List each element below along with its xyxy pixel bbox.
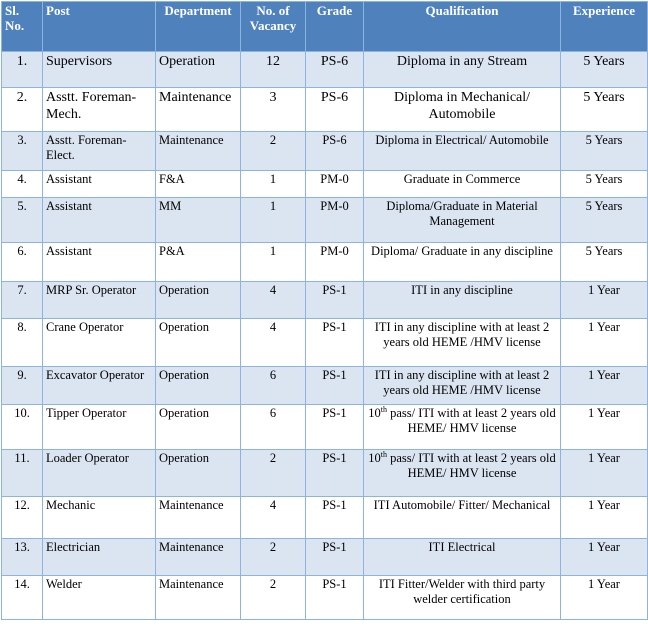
- cell-sl: 11.: [2, 450, 43, 497]
- cell-sl: 2.: [2, 88, 43, 132]
- cell-sl: 14.: [2, 576, 43, 620]
- table-row: [2, 319, 648, 367]
- cell-grade: PM-0: [306, 171, 364, 198]
- cell-qualification: Diploma/Graduate in Material Management: [364, 198, 561, 243]
- cell-department: P&A: [156, 243, 241, 282]
- cell-experience: 1 Year: [561, 539, 648, 576]
- cell-qualification: [364, 450, 561, 497]
- cell-vacancy: 2: [241, 132, 306, 171]
- cell-post: Tipper Operator: [43, 405, 156, 450]
- table-row: [2, 367, 648, 405]
- table-row: [2, 497, 648, 539]
- cell-sl: 6.: [2, 243, 43, 282]
- cell-post: Crane Operator: [43, 319, 156, 367]
- cell-department: Maintenance: [156, 497, 241, 539]
- qualification-superscript: th: [380, 449, 387, 459]
- cell-grade: PS-1: [306, 539, 364, 576]
- cell-experience: 1 Year: [561, 405, 648, 450]
- table-row: [2, 171, 648, 198]
- qualification-prefix: 10: [368, 451, 381, 465]
- cell-qualification: ITI Electrical: [364, 539, 561, 576]
- cell-grade: PM-0: [306, 198, 364, 243]
- cell-experience: 5 Years: [561, 243, 648, 282]
- cell-qualification: Graduate in Commerce: [364, 171, 561, 198]
- cell-grade: PM-0: [306, 243, 364, 282]
- cell-qualification: [364, 405, 561, 450]
- cell-experience: 1 Year: [561, 282, 648, 319]
- cell-grade: PS-6: [306, 132, 364, 171]
- table-row: [2, 282, 648, 319]
- cell-grade: PS-6: [306, 52, 364, 88]
- cell-experience: 5 Years: [561, 88, 648, 132]
- table-body: [2, 52, 648, 620]
- cell-grade: PS-1: [306, 319, 364, 367]
- cell-post: MRP Sr. Operator: [43, 282, 156, 319]
- cell-experience: 5 Years: [561, 132, 648, 171]
- header-grade: Grade: [306, 2, 364, 52]
- cell-experience: 1 Year: [561, 450, 648, 497]
- cell-vacancy: 1: [241, 198, 306, 243]
- cell-department: Operation: [156, 282, 241, 319]
- cell-department: Operation: [156, 405, 241, 450]
- qualification-superscript: th: [380, 404, 387, 414]
- table-row: [2, 243, 648, 282]
- cell-post: Assistant: [43, 243, 156, 282]
- cell-department: Maintenance: [156, 88, 241, 132]
- cell-department: Operation: [156, 367, 241, 405]
- qualification-prefix: 10: [368, 406, 381, 420]
- cell-post: Loader Operator: [43, 450, 156, 497]
- cell-grade: PS-1: [306, 367, 364, 405]
- cell-sl: 8.: [2, 319, 43, 367]
- cell-grade: PS-1: [306, 450, 364, 497]
- table-row: [2, 88, 648, 132]
- header-experience: Experience: [561, 2, 648, 52]
- cell-experience: 1 Year: [561, 576, 648, 620]
- cell-qualification: Diploma/ Graduate in any discipline: [364, 243, 561, 282]
- cell-department: Maintenance: [156, 132, 241, 171]
- header-qualification: Qualification: [364, 2, 561, 52]
- table-row: [2, 132, 648, 171]
- cell-qualification: ITI in any discipline: [364, 282, 561, 319]
- cell-vacancy: 6: [241, 367, 306, 405]
- header-vacancy: No. of Vacancy: [241, 2, 306, 52]
- header-department: Department: [156, 2, 241, 52]
- vacancy-table: [1, 1, 648, 620]
- header-sl: Sl. No.: [2, 2, 43, 52]
- cell-sl: 12.: [2, 497, 43, 539]
- cell-sl: 1.: [2, 52, 43, 88]
- cell-vacancy: 1: [241, 171, 306, 198]
- cell-post: Assistant: [43, 198, 156, 243]
- header-post: Post: [43, 2, 156, 52]
- cell-department: Operation: [156, 52, 241, 88]
- cell-post: Asstt. Foreman-Elect.: [43, 132, 156, 171]
- cell-vacancy: 4: [241, 282, 306, 319]
- cell-department: Maintenance: [156, 576, 241, 620]
- cell-sl: 5.: [2, 198, 43, 243]
- cell-experience: 5 Years: [561, 198, 648, 243]
- cell-post: Supervisors: [43, 52, 156, 88]
- cell-vacancy: 4: [241, 319, 306, 367]
- cell-experience: 1 Year: [561, 319, 648, 367]
- cell-sl: 4.: [2, 171, 43, 198]
- cell-post: Mechanic: [43, 497, 156, 539]
- cell-vacancy: 3: [241, 88, 306, 132]
- cell-experience: 5 Years: [561, 171, 648, 198]
- cell-grade: PS-6: [306, 88, 364, 132]
- table-row: [2, 539, 648, 576]
- cell-department: MM: [156, 198, 241, 243]
- cell-sl: 9.: [2, 367, 43, 405]
- qualification-text: pass/ ITI with at least 2 years old HEME/ HMV license: [387, 406, 556, 435]
- cell-sl: 10.: [2, 405, 43, 450]
- cell-vacancy: 2: [241, 450, 306, 497]
- cell-department: Maintenance: [156, 539, 241, 576]
- cell-vacancy: 2: [241, 576, 306, 620]
- cell-experience: 1 Year: [561, 497, 648, 539]
- cell-post: Assistant: [43, 171, 156, 198]
- cell-qualification: Diploma in Mechanical/ Automobile: [364, 88, 561, 132]
- table-row: [2, 52, 648, 88]
- cell-qualification: ITI Fitter/Welder with third party welder certification: [364, 576, 561, 620]
- cell-grade: PS-1: [306, 497, 364, 539]
- cell-post: Welder: [43, 576, 156, 620]
- cell-sl: 3.: [2, 132, 43, 171]
- cell-vacancy: 2: [241, 539, 306, 576]
- cell-post: Asstt. Foreman-Mech.: [43, 88, 156, 132]
- cell-experience: 5 Years: [561, 52, 648, 88]
- table-row: [2, 198, 648, 243]
- cell-department: Operation: [156, 450, 241, 497]
- cell-experience: 1 Year: [561, 367, 648, 405]
- cell-grade: PS-1: [306, 405, 364, 450]
- cell-department: F&A: [156, 171, 241, 198]
- cell-post: Excavator Operator: [43, 367, 156, 405]
- cell-qualification: Diploma in any Stream: [364, 52, 561, 88]
- cell-vacancy: 4: [241, 497, 306, 539]
- cell-qualification: ITI Automobile/ Fitter/ Mechanical: [364, 497, 561, 539]
- cell-sl: 7.: [2, 282, 43, 319]
- cell-vacancy: 1: [241, 243, 306, 282]
- cell-vacancy: 6: [241, 405, 306, 450]
- table-row: [2, 576, 648, 620]
- cell-grade: PS-1: [306, 576, 364, 620]
- cell-sl: 13.: [2, 539, 43, 576]
- table-row: [2, 405, 648, 450]
- cell-vacancy: 12: [241, 52, 306, 88]
- cell-grade: PS-1: [306, 282, 364, 319]
- cell-qualification: ITI in any discipline with at least 2 years old HEME /HMV license: [364, 367, 561, 405]
- cell-department: Operation: [156, 319, 241, 367]
- cell-post: Electrician: [43, 539, 156, 576]
- table-row: [2, 450, 648, 497]
- header-row: [2, 2, 648, 52]
- cell-qualification: Diploma in Electrical/ Automobile: [364, 132, 561, 171]
- qualification-text: pass/ ITI with at least 2 years old HEME/ HMV license: [387, 451, 556, 480]
- cell-qualification: ITI in any discipline with at least 2 years old HEME /HMV license: [364, 319, 561, 367]
